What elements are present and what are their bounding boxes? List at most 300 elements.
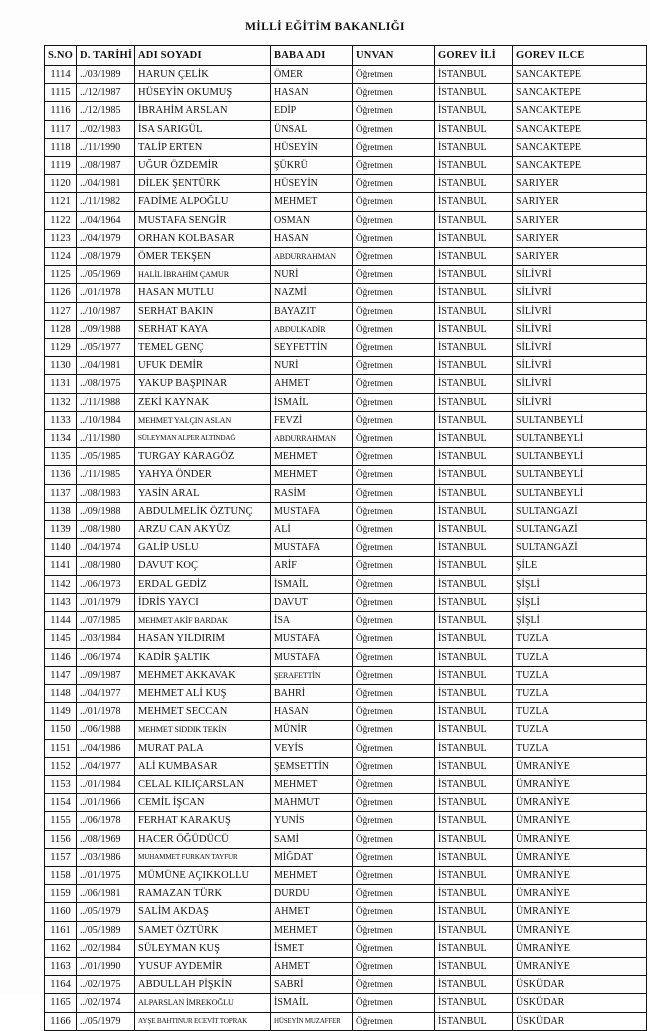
cell-province: İSTANBUL [435,502,513,520]
cell-father-name: FEVZİ [271,411,353,429]
table-row [45,1012,647,1030]
table-row [45,411,647,429]
cell-father-name: MÜNİR [271,721,353,739]
table-row [45,320,647,338]
cell-full-name: YUSUF AYDEMİR [135,957,271,975]
cell-father-name: ABDURRAHMAN [271,248,353,266]
cell-district: ÜMRANİYE [513,921,647,939]
cell-full-name: MEHMET ALİ KUŞ [135,684,271,702]
cell-district: ÜSKÜDAR [513,1012,647,1030]
cell-province: İSTANBUL [435,794,513,812]
cell-father-name: İSMAİL [271,393,353,411]
cell-birth-date: ../11/1990 [77,138,135,156]
cell-sno: 1140 [45,539,77,557]
cell-birth-date: ../02/1974 [77,994,135,1012]
cell-title: Öğretmen [353,502,435,520]
cell-father-name: HÜSEYİN MUZAFFER [271,1012,353,1030]
cell-sno: 1149 [45,703,77,721]
table-row [45,284,647,302]
cell-province: İSTANBUL [435,812,513,830]
cell-father-name: MUSTAFA [271,648,353,666]
cell-province: İSTANBUL [435,138,513,156]
cell-full-name: MEHMET SECCAN [135,703,271,721]
cell-full-name: İDRİS YAYCI [135,593,271,611]
cell-full-name: YAHYA ÖNDER [135,466,271,484]
cell-father-name: İSMAİL [271,575,353,593]
cell-title: Öğretmen [353,357,435,375]
table-row [45,830,647,848]
cell-title: Öğretmen [353,575,435,593]
cell-birth-date: ../01/1966 [77,794,135,812]
cell-full-name: SÜLEYMAN KUŞ [135,939,271,957]
cell-title: Öğretmen [353,430,435,448]
cell-full-name: HÜSEYİN OKUMUŞ [135,84,271,102]
cell-sno: 1121 [45,193,77,211]
cell-birth-date: ../12/1987 [77,84,135,102]
cell-full-name: DAVUT KOÇ [135,557,271,575]
cell-full-name: MEHMET SIDDIK TEKİN [135,721,271,739]
cell-district: SARIYER [513,193,647,211]
cell-district: SİLİVRİ [513,320,647,338]
cell-district: ÜMRANİYE [513,830,647,848]
cell-district: SANCAKTEPE [513,120,647,138]
cell-province: İSTANBUL [435,612,513,630]
cell-sno: 1123 [45,229,77,247]
cell-province: İSTANBUL [435,539,513,557]
cell-sno: 1166 [45,1012,77,1030]
cell-sno: 1153 [45,775,77,793]
cell-province: İSTANBUL [435,903,513,921]
cell-sno: 1124 [45,248,77,266]
cell-title: Öğretmen [353,539,435,557]
cell-father-name: ŞEMSETTİN [271,757,353,775]
cell-district: ÜSKÜDAR [513,994,647,1012]
cell-title: Öğretmen [353,684,435,702]
table-row [45,957,647,975]
cell-full-name: İBRAHİM ARSLAN [135,102,271,120]
table-row [45,921,647,939]
cell-sno: 1119 [45,157,77,175]
cell-sno: 1136 [45,466,77,484]
cell-province: İSTANBUL [435,339,513,357]
cell-sno: 1133 [45,411,77,429]
cell-title: Öğretmen [353,211,435,229]
table-row [45,266,647,284]
cell-full-name: GALİP USLU [135,539,271,557]
cell-full-name: YASİN ARAL [135,484,271,502]
cell-district: SARIYER [513,175,647,193]
cell-title: Öğretmen [353,1012,435,1030]
cell-full-name: FADİME ALPOĞLU [135,193,271,211]
cell-province: İSTANBUL [435,229,513,247]
cell-full-name: ALPARSLAN İMREKOĞLU [135,994,271,1012]
cell-title: Öğretmen [353,284,435,302]
table-header [45,46,647,66]
cell-sno: 1146 [45,648,77,666]
cell-title: Öğretmen [353,393,435,411]
cell-sno: 1156 [45,830,77,848]
cell-district: SULTANBEYLİ [513,466,647,484]
table-row [45,866,647,884]
table-row [45,157,647,175]
cell-father-name: DAVUT [271,593,353,611]
table-row [45,703,647,721]
cell-birth-date: ../05/1979 [77,903,135,921]
cell-father-name: MUSTAFA [271,630,353,648]
cell-sno: 1128 [45,320,77,338]
table-row [45,193,647,211]
cell-province: İSTANBUL [435,830,513,848]
cell-father-name: MEHMET [271,193,353,211]
cell-district: ÜMRANİYE [513,957,647,975]
cell-full-name: MUSTAFA SENGİR [135,211,271,229]
cell-province: İSTANBUL [435,266,513,284]
cell-province: İSTANBUL [435,393,513,411]
cell-father-name: MEHMET [271,775,353,793]
cell-father-name: MUSTAFA [271,502,353,520]
cell-sno: 1141 [45,557,77,575]
cell-district: TUZLA [513,666,647,684]
cell-birth-date: ../10/1987 [77,302,135,320]
cell-birth-date: ../02/1984 [77,939,135,957]
cell-district: SİLİVRİ [513,393,647,411]
cell-province: İSTANBUL [435,448,513,466]
cell-title: Öğretmen [353,957,435,975]
cell-birth-date: ../02/1983 [77,120,135,138]
table-row [45,229,647,247]
cell-province: İSTANBUL [435,375,513,393]
cell-father-name: YUNİS [271,812,353,830]
cell-father-name: SEYFETTİN [271,339,353,357]
roster-table [44,45,647,1031]
cell-full-name: ARZU CAN AKYÜZ [135,521,271,539]
cell-father-name: HASAN [271,84,353,102]
cell-province: İSTANBUL [435,175,513,193]
table-row [45,138,647,156]
cell-father-name: MAHMUT [271,794,353,812]
cell-sno: 1137 [45,484,77,502]
cell-full-name: MEHMET YALÇIN ASLAN [135,411,271,429]
cell-title: Öğretmen [353,266,435,284]
cell-province: İSTANBUL [435,302,513,320]
cell-title: Öğretmen [353,648,435,666]
cell-district: SİLİVRİ [513,339,647,357]
table-row [45,502,647,520]
cell-district: SİLİVRİ [513,284,647,302]
cell-sno: 1134 [45,430,77,448]
column-header-dob: D. TARİHİ [77,46,135,66]
cell-father-name: İSMAİL [271,994,353,1012]
table-row [45,375,647,393]
cell-district: SİLİVRİ [513,302,647,320]
cell-birth-date: ../05/1985 [77,448,135,466]
cell-father-name: RASİM [271,484,353,502]
cell-title: Öğretmen [353,775,435,793]
cell-full-name: ERDAL GEDİZ [135,575,271,593]
cell-province: İSTANBUL [435,666,513,684]
cell-title: Öğretmen [353,885,435,903]
cell-father-name: BAHRİ [271,684,353,702]
cell-province: İSTANBUL [435,739,513,757]
cell-father-name: HÜSEYİN [271,138,353,156]
cell-province: İSTANBUL [435,721,513,739]
cell-sno: 1157 [45,848,77,866]
cell-birth-date: ../02/1975 [77,976,135,994]
cell-birth-date: ../09/1988 [77,320,135,338]
table-row [45,648,647,666]
page-title: MİLLİ EĞİTİM BAKANLIĞI [245,21,405,33]
cell-district: TUZLA [513,648,647,666]
table-row [45,575,647,593]
cell-district: ÜMRANİYE [513,757,647,775]
cell-title: Öğretmen [353,448,435,466]
cell-sno: 1158 [45,866,77,884]
cell-father-name: AHMET [271,375,353,393]
cell-title: Öğretmen [353,557,435,575]
cell-province: İSTANBUL [435,885,513,903]
cell-sno: 1160 [45,903,77,921]
cell-full-name: CELAL KILIÇARSLAN [135,775,271,793]
cell-birth-date: ../01/1978 [77,284,135,302]
cell-title: Öğretmen [353,375,435,393]
cell-full-name: ORHAN KOLBASAR [135,229,271,247]
cell-full-name: YAKUP BAŞPINAR [135,375,271,393]
table-row [45,666,647,684]
cell-district: SİLİVRİ [513,266,647,284]
cell-title: Öğretmen [353,903,435,921]
column-header-province: GOREV İLİ [435,46,513,66]
cell-sno: 1152 [45,757,77,775]
cell-father-name: ALİ [271,521,353,539]
cell-full-name: FERHAT KARAKUŞ [135,812,271,830]
cell-title: Öğretmen [353,757,435,775]
cell-title: Öğretmen [353,229,435,247]
cell-father-name: OSMAN [271,211,353,229]
cell-birth-date: ../03/1989 [77,66,135,84]
cell-full-name: ZEKİ KAYNAK [135,393,271,411]
table-row [45,357,647,375]
cell-full-name: MURAT PALA [135,739,271,757]
cell-birth-date: ../08/1975 [77,375,135,393]
cell-district: TUZLA [513,739,647,757]
cell-title: Öğretmen [353,302,435,320]
table-body [45,66,647,1031]
cell-full-name: HALİL İBRAHİM ÇAMUR [135,266,271,284]
cell-father-name: MEHMET [271,448,353,466]
cell-title: Öğretmen [353,994,435,1012]
table-row [45,66,647,84]
cell-birth-date: ../12/1985 [77,102,135,120]
cell-full-name: TEMEL GENÇ [135,339,271,357]
table-row [45,939,647,957]
cell-birth-date: ../08/1979 [77,248,135,266]
table-row [45,466,647,484]
table-row [45,484,647,502]
cell-birth-date: ../01/1990 [77,957,135,975]
cell-district: TUZLA [513,630,647,648]
cell-birth-date: ../03/1986 [77,848,135,866]
cell-district: SARIYER [513,229,647,247]
cell-sno: 1154 [45,794,77,812]
cell-province: İSTANBUL [435,575,513,593]
cell-sno: 1129 [45,339,77,357]
cell-father-name: ŞÜKRÜ [271,157,353,175]
cell-sno: 1139 [45,521,77,539]
cell-father-name: ÖMER [271,66,353,84]
cell-title: Öğretmen [353,84,435,102]
cell-province: İSTANBUL [435,757,513,775]
cell-birth-date: ../09/1988 [77,502,135,520]
cell-birth-date: ../04/1974 [77,539,135,557]
cell-title: Öğretmen [353,102,435,120]
cell-district: SANCAKTEPE [513,138,647,156]
cell-province: İSTANBUL [435,320,513,338]
cell-province: İSTANBUL [435,703,513,721]
cell-father-name: İSA [271,612,353,630]
cell-sno: 1132 [45,393,77,411]
cell-district: SULTANBEYLİ [513,411,647,429]
table-row [45,684,647,702]
cell-full-name: İSA SARIGÜL [135,120,271,138]
column-header-sno: S.NO [45,46,77,66]
cell-district: ÜMRANİYE [513,885,647,903]
cell-birth-date: ../06/1981 [77,885,135,903]
cell-district: SİLİVRİ [513,375,647,393]
table-row [45,812,647,830]
table-row [45,976,647,994]
cell-district: ÜMRANİYE [513,794,647,812]
column-header-name: ADI SOYADI [135,46,271,66]
cell-province: İSTANBUL [435,466,513,484]
cell-province: İSTANBUL [435,976,513,994]
table-row [45,739,647,757]
cell-full-name: SERHAT KAYA [135,320,271,338]
cell-province: İSTANBUL [435,248,513,266]
cell-father-name: NURİ [271,266,353,284]
table-row [45,721,647,739]
table-row [45,903,647,921]
table-row [45,757,647,775]
cell-title: Öğretmen [353,848,435,866]
cell-district: ÜSKÜDAR [513,976,647,994]
cell-father-name: İSMET [271,939,353,957]
table-row [45,521,647,539]
cell-sno: 1163 [45,957,77,975]
cell-sno: 1115 [45,84,77,102]
cell-sno: 1131 [45,375,77,393]
cell-birth-date: ../10/1984 [77,411,135,429]
cell-province: İSTANBUL [435,157,513,175]
cell-province: İSTANBUL [435,84,513,102]
table-row [45,612,647,630]
cell-district: SULTANGAZİ [513,502,647,520]
cell-full-name: HASAN YILDIRIM [135,630,271,648]
cell-father-name: ABDULKADİR [271,320,353,338]
cell-title: Öğretmen [353,593,435,611]
cell-birth-date: ../01/1979 [77,593,135,611]
cell-sno: 1143 [45,593,77,611]
cell-birth-date: ../01/1978 [77,703,135,721]
cell-province: İSTANBUL [435,775,513,793]
cell-birth-date: ../05/1969 [77,266,135,284]
cell-birth-date: ../11/1985 [77,466,135,484]
cell-title: Öğretmen [353,157,435,175]
cell-district: SANCAKTEPE [513,66,647,84]
cell-province: İSTANBUL [435,921,513,939]
cell-sno: 1145 [45,630,77,648]
cell-title: Öğretmen [353,411,435,429]
cell-father-name: AHMET [271,903,353,921]
table-row [45,430,647,448]
cell-district: ÜMRANİYE [513,866,647,884]
cell-father-name: EDİP [271,102,353,120]
cell-province: İSTANBUL [435,120,513,138]
cell-title: Öğretmen [353,939,435,957]
table-row [45,102,647,120]
cell-full-name: SAMET ÖZTÜRK [135,921,271,939]
cell-district: ÜMRANİYE [513,812,647,830]
cell-birth-date: ../04/1981 [77,357,135,375]
table-row [45,630,647,648]
cell-province: İSTANBUL [435,866,513,884]
cell-father-name: MEHMET [271,866,353,884]
cell-birth-date: ../08/1969 [77,830,135,848]
cell-sno: 1117 [45,120,77,138]
cell-birth-date: ../04/1964 [77,211,135,229]
cell-district: SULTANBEYLİ [513,484,647,502]
cell-title: Öğretmen [353,666,435,684]
cell-province: İSTANBUL [435,66,513,84]
cell-title: Öğretmen [353,466,435,484]
cell-district: SANCAKTEPE [513,102,647,120]
table-row [45,848,647,866]
table-row [45,175,647,193]
cell-sno: 1122 [45,211,77,229]
cell-sno: 1127 [45,302,77,320]
cell-father-name: HASAN [271,703,353,721]
table-row [45,248,647,266]
cell-full-name: ALİ KUMBASAR [135,757,271,775]
cell-sno: 1125 [45,266,77,284]
cell-birth-date: ../03/1984 [77,630,135,648]
cell-birth-date: ../05/1979 [77,1012,135,1030]
table-row [45,775,647,793]
cell-sno: 1118 [45,138,77,156]
cell-sno: 1142 [45,575,77,593]
cell-title: Öğretmen [353,175,435,193]
cell-sno: 1161 [45,921,77,939]
cell-birth-date: ../04/1977 [77,684,135,702]
table-row [45,393,647,411]
cell-province: İSTANBUL [435,430,513,448]
cell-full-name: HACER ÖĞÜDÜCÜ [135,830,271,848]
cell-sno: 1116 [45,102,77,120]
cell-province: İSTANBUL [435,521,513,539]
cell-full-name: RAMAZAN TÜRK [135,885,271,903]
table-row [45,448,647,466]
cell-district: TUZLA [513,703,647,721]
cell-district: SULTANGAZİ [513,539,647,557]
cell-full-name: HARUN ÇELİK [135,66,271,84]
cell-district: ŞİŞLİ [513,593,647,611]
cell-birth-date: ../09/1987 [77,666,135,684]
cell-district: SİLİVRİ [513,357,647,375]
cell-title: Öğretmen [353,193,435,211]
cell-district: SANCAKTEPE [513,157,647,175]
cell-district: SARIYER [513,248,647,266]
cell-father-name: ÜNSAL [271,120,353,138]
cell-full-name: KADİR ŞALTIK [135,648,271,666]
